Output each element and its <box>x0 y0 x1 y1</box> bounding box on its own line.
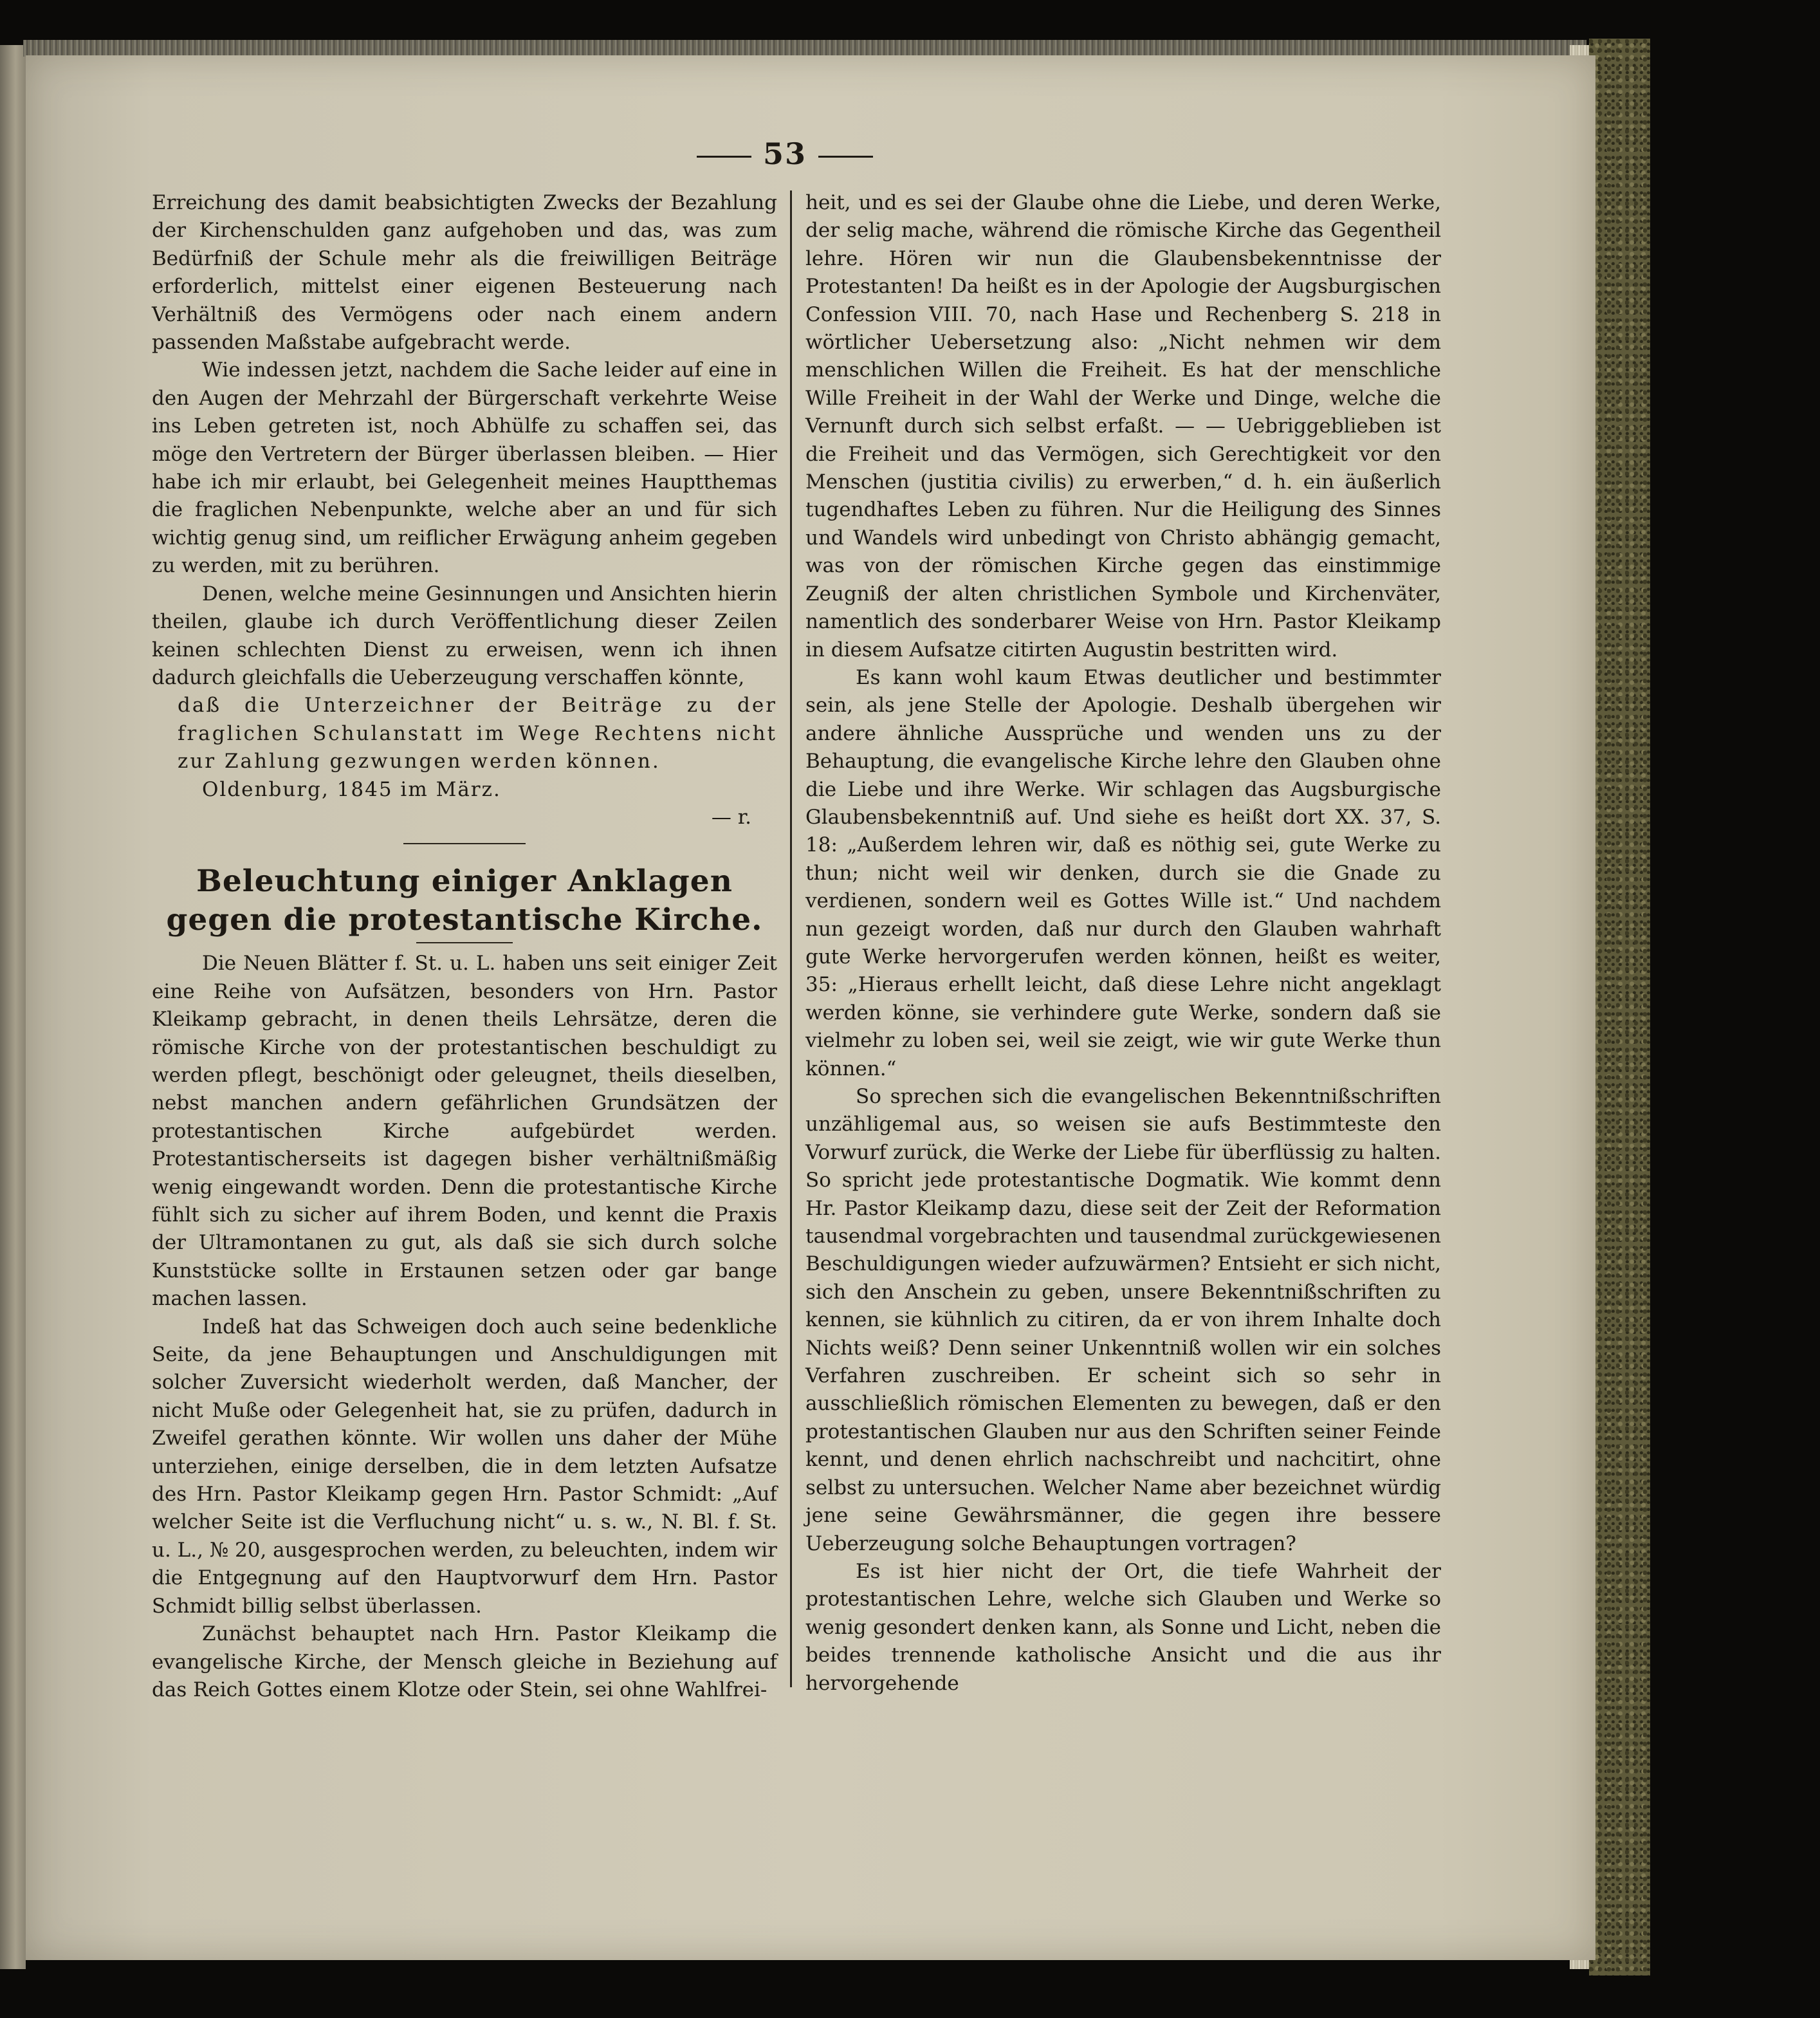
marbled-cover-edge <box>1589 39 1650 1976</box>
page-number-value: 53 <box>762 136 807 171</box>
binding-band <box>23 40 1586 57</box>
resolution-statement: daß die Unterzeichner der Beiträge zu der fraglichen Schulanstatt im Wege Rechtens nicht zur Zahlung gezwungen werden können. <box>178 694 777 773</box>
paragraph: Wie indessen jetzt, nachdem die Sache leider auf eine in den Augen der Mehrzahl der Bürgerschaft verkehrte Weise ins Leben getreten ist, noch Abhülfe zu schaffen sei, das möge den Vertretern der Bürger überlassen bleiben. — Hier habe ich mir erlaubt, bei Gelegenheit meines Hauptthemas die fraglichen Nebenpunkte, welche aber an und für sich wichtig genug sind, um reiflicher Erwägung anheim gegeben zu werden, mit zu berühren. <box>152 358 777 578</box>
column-divider <box>790 190 792 1687</box>
right-column <box>805 189 1441 1698</box>
article-headline: Beleuchtung einiger Anklagen gegen die protestantische Kirche. <box>166 864 763 938</box>
article-paragraph: So sprechen sich die evangelischen Bekenntnißschriften unzähligemal aus, so weisen sie aufs Bestimmteste den Vorwurf zurück, die Werke der Liebe für überflüssig zu halten. So spricht jede protestantische Dogmatik. Wie kommt denn Hr. Pastor Kleikamp dazu, diese seit der Zeit der Reformation tausendmal vorgebrachten und tausendmal zurückgewiesenen Beschuldigungen wieder aufzuwärmen? Entsieht er sich nicht, sich den Anschein zu geben, unsere Bekenntnißschriften zu kennen, sie kühnlich zu citiren, da er von ihrem Inhalte doch Nichts weiß? Denn seiner Unkenntniß wollen wir ein solches Verfahren zuschreiben. Er scheint sich so sehr in ausschließlich römischen Elementen zu bewegen, daß er den protestantischen Glauben nur aus den Schriften seiner Feinde kennt, und denen ehrlich nachschreibt und nachcitirt, ohne selbst zu untersuchen. Welcher Name aber bezeichnet würdig jene seine Gewährsmänner, die gegen ihre bessere Ueberzeugung solche Behauptungen vortragen? <box>805 1085 1441 1555</box>
previous-page-edge <box>0 45 26 1969</box>
article-paragraph: Die Neuen Blätter f. St. u. L. haben uns seit einiger Zeit eine Reihe von Aufsätzen, besonders von Hrn. Pastor Kleikamp gebracht, in denen theils Lehrsätze, deren die römische Kirche von der protestantischen beschuldigt zu werden pflegt, beschönigt oder geleugnet, theils dieselben, nebst manchen andern gefährlichen Grundsätzen der protestantischen Kirche aufgebürdet werden. Protestantischerseits ist dagegen bisher verhältnißmäßig wenig eingewandt worden. Denn die protestantische Kirche fühlt sich zu sicher auf ihrem Boden, und kennt die Praxis der Ultramontanen zu gut, als daß sie sich durch solche Kunststücke sollte in Erstaunen setzen oder gar bange machen lassen. <box>152 952 777 1311</box>
paragraph: Denen, welche meine Gesinnungen und Ansichten hierin theilen, glaube ich durch Veröffentlichung dieser Zeilen keinen schlechten Dienst zu erweisen, wenn ich ihnen dadurch gleichfalls die Ueberzeugung verschaffen könnte, <box>152 582 777 689</box>
article-paragraph: Zunächst behauptet nach Hrn. Pastor Kleikamp die evangelische Kirche, der Mensch gleiche in Beziehung auf das Reich Gottes einem Klotze oder Stein, sei ohne Wahlfrei- <box>152 1622 777 1701</box>
opening-paragraph: Erreichung des damit beabsichtigten Zwecks der Bezahlung der Kirchenschulden ganz aufgehoben und das, was zum Bedürfniß der Schule mehr als die freiwilligen Beiträge erforderlich, mittelst einer eigenen Besteuerung nach Verhältniß des Vermögens oder nach einem andern passenden Maßstabe aufgebracht werde. <box>152 191 777 355</box>
article-paragraph: Es ist hier nicht der Ort, die tiefe Wahrheit der protestantischen Lehre, welche sich Glauben und Werke so wenig gesondert denken kann, als Sonne und Licht, neben die beides trennende katholische Ansicht und die aus ihr hervorgehende <box>805 1559 1441 1695</box>
page-number-dash-left <box>697 156 751 158</box>
author-initial: — r. <box>711 805 751 829</box>
article-paragraph: Indeß hat das Schweigen doch auch seine bedenkliche Seite, da jene Behauptungen und Anschuldigungen mit solcher Zuversicht wiederholt werden, daß Mancher, der nicht Muße oder Gelegenheit hat, sie zu prüfen, dadurch in Zweifel gerathen könnte. Wir wollen uns daher der Mühe unterziehen, einige derselben, die in dem letzten Aufsatze des Hrn. Pastor Kleikamp gegen Hrn. Pastor Schmidt: „Auf welcher Seite ist die Verfluchung nicht“ u. s. w., N. Bl. f. St. u. L., № 20, ausgesprochen werden, zu beleuchten, indem wir die Entgegnung auf den Hauptvorwurf dem Hrn. Pastor Schmidt billig selbst überlassen. <box>152 1315 777 1618</box>
left-column <box>152 189 777 1704</box>
article-paragraph: Es kann wohl kaum Etwas deutlicher und bestimmter sein, als jene Stelle der Apologie. Deshalb übergehen wir andere ähnliche Aussprüche und wenden uns zu der Behauptung, die evangelische Kirche lehre den Glauben ohne die Liebe und ihre Werke. Wir schlagen das Augsburgische Glaubensbekenntniß auf. Und siehe es heißt dort XX. 37, S. 18: „Außerdem lehren wir, daß es nöthig sei, gute Werke zu thun; nicht weil wir denken, durch sie die Gnade zu verdienen, sondern weil es Gottes Wille ist.“ Und nachdem nun gezeigt worden, daß nur durch den Glauben wahrhaft gute Werke hervorgerufen werden können, heißt es weiter, 35: „Hieraus erhellt leicht, daß diese Lehre nicht angeklagt werden könne, sie verhindere gute Werke, sondern daß sie vielmehr zu loben sei, weil sie zeigt, wie wir gute Werke thun können.“ <box>805 665 1441 1080</box>
page-number-dash-right <box>818 156 873 158</box>
article-paragraph: heit, und es sei der Glaube ohne die Liebe, und deren Werke, der selig mache, während die römische Kirche das Gegentheil lehre. Hören wir nun die Glaubensbekenntnisse der Protestanten! Da heißt es in der Apologie der Augsburgischen Confession VIII. 70, nach Hase und Rechenberg S. 218 in wörtlicher Uebersetzung also: „Nicht nehmen wir dem menschlichen Willen die Freiheit. Es hat der menschliche Wille Freiheit in der Wahl der Werke und Dinge, welche die Vernunft durch sich selbst erfaßt. — — Uebriggeblieben ist die Freiheit und das Vermögen, sich Gerechtigkeit vor den Menschen (justitia civilis) zu erwerben,“ d. h. ein äußerlich tugendhaftes Leben zu führen. Nur die Heiligung des Sinnes und Wandels wird unbedingt von Christo abhängig gemacht, was von der römischen Kirche gegen das einstimmige Zeugniß der alten christlichen Symbole und Kirchenväter, namentlich des sonderbarer Weise von Hrn. Pastor Kleikamp in diesem Aufsatze citirten Augustin bestritten wird. <box>805 191 1441 662</box>
place-date-line: Oldenburg, 1845 im März. <box>202 777 501 801</box>
page-number <box>669 136 901 171</box>
headline-underline <box>416 942 513 943</box>
section-separator <box>403 843 526 844</box>
